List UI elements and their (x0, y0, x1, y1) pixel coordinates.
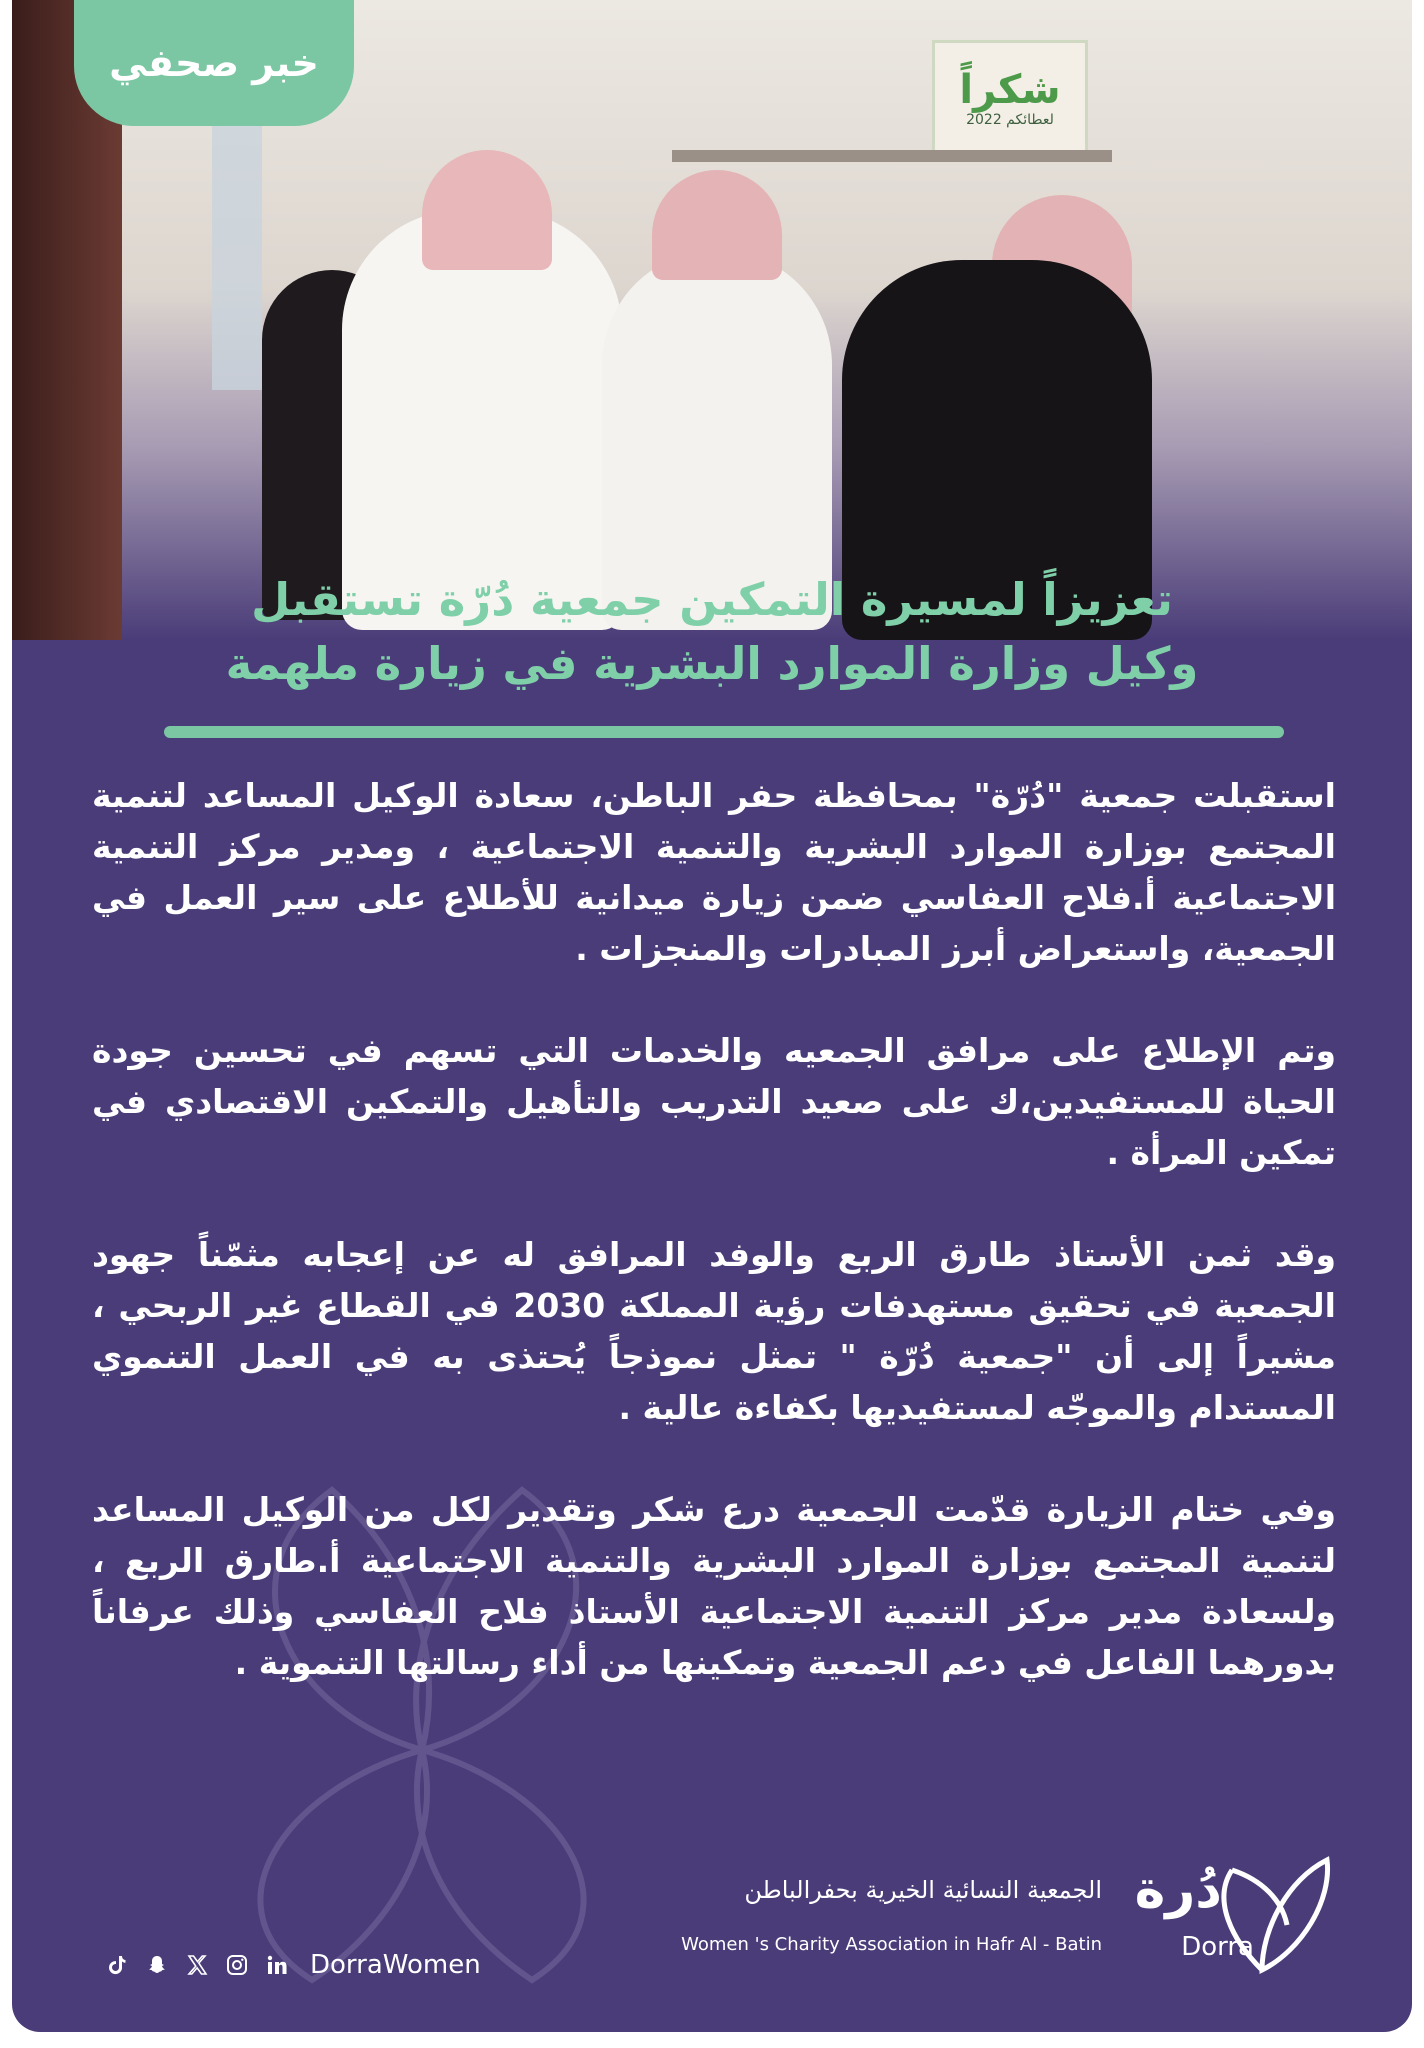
article-paragraph: استقبلت جمعية "دُرّة" بمحافظة حفر الباطن، سعادة الوكيل المساعد لتنمية المجتمع بوزارة الموارد البشرية والتنمية الاجتماعية ، ومدير مركز التنمية الاجتماعية أ.فلاح العفاسي ضمن زيارة ميدانية للأطلاع على سير العمل في الجمعية، واستعراض أبرز المبادرات والمنجزات . (92, 776, 1336, 968)
social-links (104, 1950, 481, 1980)
snapchat-icon[interactable] (144, 1952, 170, 1978)
logo-arabic: دُرة (1134, 1860, 1222, 1920)
association-logo (681, 1840, 1342, 1990)
logo-english: Dorra (1181, 1932, 1254, 1962)
headline-line-1: تعزيزاً لمسيرة التمكين جمعية دُرّة تستقبل (251, 573, 1173, 626)
article-paragraph: وقد ثمن الأستاذ طارق الربع والوفد المرافق له عن إعجابه مثمّناً جهود الجمعية في تحقيق مستهدفات رؤية المملكة 2030 في القطاع غير الربحي ، مشيراً إلى أن "جمعية دُرّة " تمثل نموذجاً يُحتذى به في العمل التنموي المستدام والموجّه لمستفيديها بكفاءة عالية . (92, 1235, 1336, 1427)
x-icon[interactable] (184, 1952, 210, 1978)
headline-line-2: وكيل وزارة الموارد البشرية في زيارة ملهمة (225, 637, 1199, 690)
org-name-arabic: الجمعية النسائية الخيرية بحفرالباطن (744, 1876, 1102, 1904)
tiktok-icon[interactable] (104, 1952, 130, 1978)
article-paragraph: وتم الإطلاع على مرافق الجمعيه والخدمات التي تسهم في تحسين جودة الحياة للمستفيدين،ك على صعيد التدريب والتأهيل والتمكين الاقتصادي في تمكين المرأة . (92, 1031, 1336, 1172)
instagram-icon[interactable] (224, 1952, 250, 1978)
headline-divider (164, 726, 1284, 738)
photo-person-headwear (422, 150, 552, 270)
photo-sign-sub: لعطائكم 2022 (966, 112, 1054, 128)
article-body (92, 770, 1336, 1739)
poster (12, 0, 1412, 2032)
photo-panel (212, 120, 262, 390)
linkedin-icon[interactable] (264, 1952, 290, 1978)
photo-sign-text: شكراً (959, 67, 1061, 113)
news-badge: خبر صحفي (74, 0, 354, 126)
article-paragraph: وفي ختام الزيارة قدّمت الجمعية درع شكر وتقدير لكل من الوكيل المساعد لتنمية المجتمع بوزارة الموارد البشرية والتنمية الاجتماعية أ.طارق الربع ، ولسعادة مدير مركز التنمية الاجتماعية الأستاذ فلاح العفاسي وذلك عرفاناً بدورهما الفاعل في دعم الجمعية وتمكينها من أداء رسالتها التنموية . (92, 1490, 1336, 1682)
photo-thank-you-sign (932, 40, 1088, 156)
photo-person-headwear (652, 170, 782, 280)
org-name-english: Women 's Charity Association in Hafr Al - Batin (681, 1934, 1102, 1955)
headline (132, 568, 1292, 696)
social-handle[interactable]: DorraWomen (310, 1950, 481, 1980)
photo-shelf (672, 150, 1112, 162)
photo-person (342, 210, 622, 630)
